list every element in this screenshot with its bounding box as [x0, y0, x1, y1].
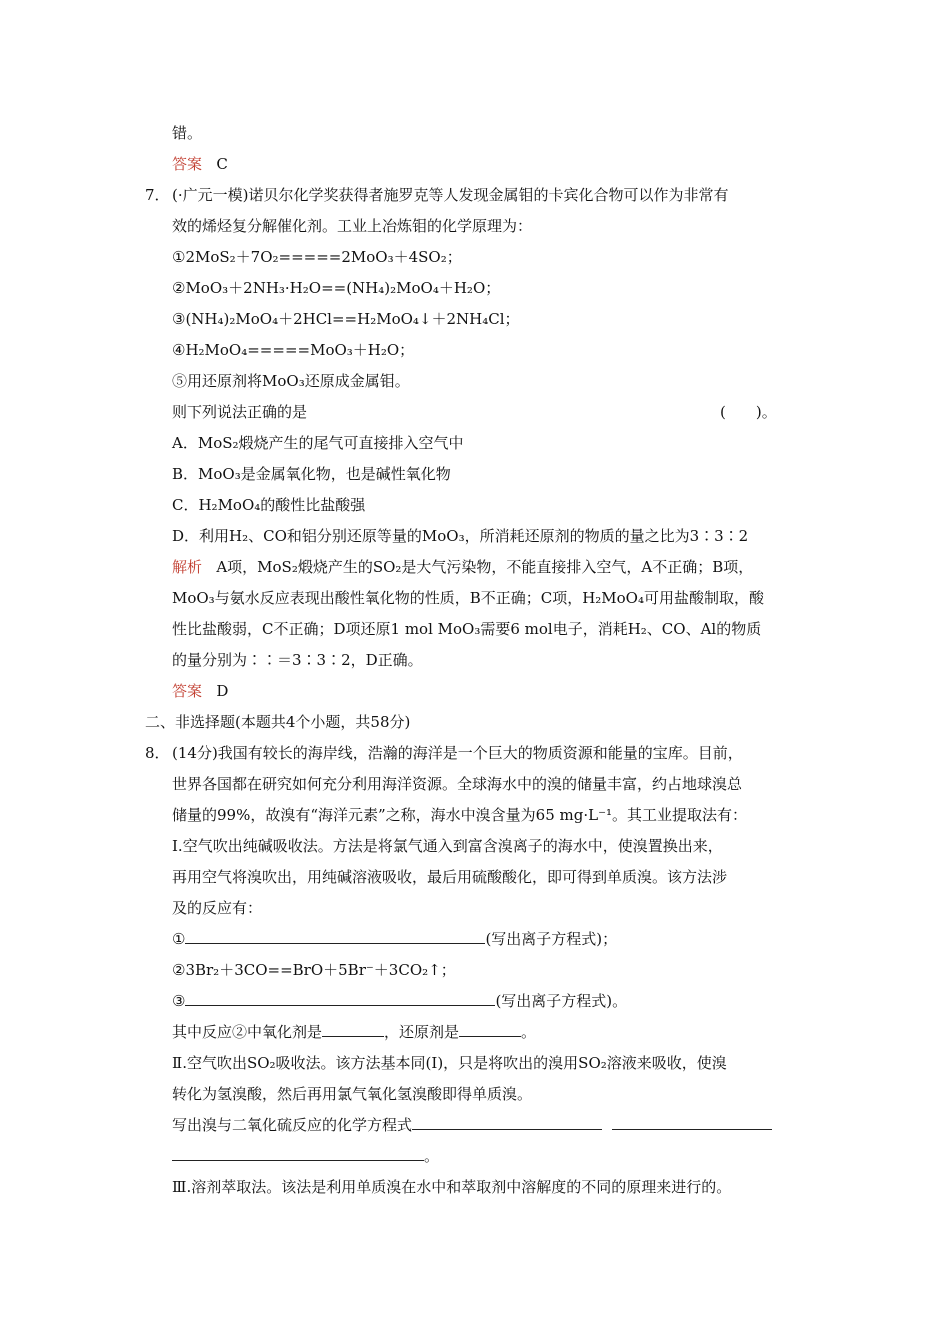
q7-line-2: 效的烯烃复分解催化剂。工业上冶炼钼的化学原理为：: [172, 217, 533, 235]
section-heading: 二、非选择题(本题共4个小题，共58分): [145, 713, 411, 731]
oxidant-prompt: 其中反应②中氧化剂是: [172, 1023, 323, 1041]
fill-blank-equation-b[interactable]: [612, 1115, 772, 1130]
reaction-1: ①2MoS₂＋7O₂=====2MoO₃＋4SO₂；: [172, 248, 462, 266]
q7-line-1: (·广元一模)诺贝尔化学奖获得者施罗克等人发现金属钼的卡宾化合物可以作为非常有: [172, 186, 729, 204]
q8-line-1: (14分)我国有较长的海岸线，浩瀚的海洋是一个巨大的物质资源和能量的宝库。目前，: [172, 744, 743, 762]
q7-number: 7．: [145, 186, 170, 204]
fill-blank-3[interactable]: [185, 991, 495, 1006]
fill-blank-oxidant[interactable]: [322, 1022, 384, 1037]
answer-value: D: [216, 682, 229, 700]
option-c: C．H₂MoO₄的酸性比盐酸强: [172, 496, 366, 514]
period: 。: [424, 1147, 440, 1165]
item-marker: ③: [172, 992, 186, 1010]
method-2-line-3: [172, 1115, 772, 1135]
q8-line-2: 世界各国都在研究如何充分利用海洋资源。全球海水中的溴的储量丰富，约占地球溴总: [172, 775, 743, 793]
q6-answer: [172, 154, 228, 174]
fill-blank-equation-c[interactable]: [172, 1146, 424, 1161]
answer-parenthesis: ( )。: [720, 403, 777, 421]
q7-stem: 则下列说法正确的是: [172, 403, 308, 421]
fill-blank-1[interactable]: [185, 929, 485, 944]
analysis-line-4: 的量分别为∶∶＝3∶3∶2，D正确。: [172, 651, 423, 669]
reaction-4: ④H₂MoO₄=====MoO₃＋H₂O；: [172, 341, 415, 359]
blank-note: (写出离子方程式)；: [485, 930, 618, 948]
reaction-3: ③(NH₄)₂MoO₄＋2HCl==H₂MoO₄↓＋2NH₄Cl；: [172, 310, 520, 328]
method-1-line-3: 及的反应有：: [172, 899, 263, 917]
reaction-5: ⑤用还原剂将MoO₃还原成金属钼。: [172, 372, 410, 390]
oxidant-row: [172, 1022, 536, 1042]
analysis-line-3: 性比盐酸弱，C不正确；D项还原1 mol MoO₃需要6 mol电子，消耗H₂、CO、Al的物质: [172, 620, 762, 638]
blank-note: (写出离子方程式)。: [495, 992, 628, 1010]
answer-label: 答案: [172, 155, 203, 173]
method-2-line-1: Ⅱ.空气吹出SO₂吸收法。该方法基本同(Ⅰ)，只是将吹出的溴用SO₂溶液来吸收，使溴: [172, 1054, 727, 1072]
equation-2: ②3Br₂＋3CO==BrO＋5Br⁻＋3CO₂↑；: [172, 961, 456, 979]
equation-prompt: 写出溴与二氧化硫反应的化学方程式: [172, 1116, 413, 1134]
analysis-line-1: [172, 557, 753, 577]
method-1-line-2: 再用空气将溴吹出，用纯碱溶液吸收，最后用硫酸酸化，即可得到单质溴。该方法涉: [172, 868, 728, 886]
option-d: D．利用H₂、CO和铝分别还原等量的MoO₃，所消耗还原剂的物质的量之比为3∶3∶2: [172, 527, 749, 545]
analysis-line-2: MoO₃与氨水反应表现出酸性氧化物的性质，B不正确；C项，H₂MoO₄可用盐酸制取，酸: [172, 589, 764, 607]
option-b: B．MoO₃是金属氧化物，也是碱性氧化物: [172, 465, 451, 483]
period: 。: [521, 1023, 537, 1041]
reaction-2: ②MoO₃＋2NH₃·H₂O==(NH₄)₂MoO₄＋H₂O；: [172, 279, 501, 297]
q8-number: 8．: [145, 744, 170, 762]
analysis-text: A项，MoS₂煅烧产生的SO₂是大气污染物，不能直接排入空气，A不正确；B项，: [216, 558, 754, 576]
reductant-prompt: ，还原剂是: [384, 1023, 460, 1041]
q7-answer: [172, 681, 228, 701]
answer-label: 答案: [172, 682, 203, 700]
analysis-label: 解析: [172, 558, 203, 576]
answer-value: C: [216, 155, 228, 173]
item-marker: ①: [172, 930, 186, 948]
method-3-line-1: Ⅲ.溶剂萃取法。该法是利用单质溴在水中和萃取剂中溶解度的不同的原理来进行的。: [172, 1178, 732, 1196]
prev-answer-continuation: 错。: [172, 124, 203, 142]
blank-3-row: [172, 991, 627, 1011]
fill-blank-reductant[interactable]: [459, 1022, 521, 1037]
fill-blank-equation-a[interactable]: [412, 1115, 602, 1130]
method-2-line-4: [172, 1146, 439, 1166]
method-1-line-1: Ⅰ.空气吹出纯碱吸收法。方法是将氯气通入到富含溴离子的海水中，使溴置换出来，: [172, 837, 723, 855]
option-a: A．MoS₂煅烧产生的尾气可直接排入空气中: [172, 434, 464, 452]
method-2-line-2: 转化为氢溴酸，然后再用氯气氧化氢溴酸即得单质溴。: [172, 1085, 533, 1103]
q8-line-3: 储量的99%，故溴有“海洋元素”之称，海水中溴含量为65 mg·L⁻¹。其工业提取法有：: [172, 806, 748, 824]
blank-1-row: [172, 929, 617, 949]
